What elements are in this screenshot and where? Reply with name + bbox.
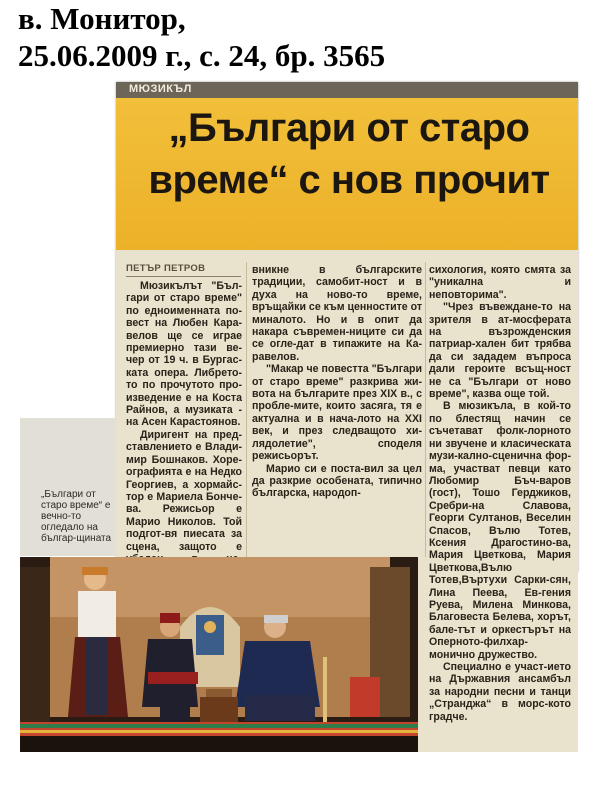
section-rubric bbox=[116, 82, 578, 98]
paragraph: Диригент на пред-ставлението е Влади-мир Бошнаков. Хоре-ографията е на Недко Георгиев, а хормайс-тор е Мариела Бонче-ва. Режисьор е Марио Николов. Той подгот-вя пиесата за сцена, защото е bbox=[126, 428, 242, 553]
headline-line1: „Българи от старо bbox=[168, 106, 530, 150]
paragraph: В мюзикъла, в кой-то по блестящ начин се съчетават фолк-лорното ни звучене и класическата музи-кално-сценична фор-ма, участват певци като Любомир Бъч-варов (гост), Тошо Герджиков, Сребри-на Славова, Георги Султанов, Веселин Спасов, Вълю Тотев, Ксения Драгостино-ва, Мария Цветкова, Мария Цветкова,Вълю Тотев,Въртухи Сарки-сян, Лина Пеева, Ев-гения Руева, Милена Минкова, Благовеста Белева, хорът, бале-тът и оркестърът на Оперното-филхар-монично дружество. bbox=[429, 400, 571, 661]
paragraph: "Чрез въвеждане-то на зрителя в ат-мосферата на възрожденския патриар-хален бит трябва да си зададем въпроса дали героите всъщ-ност не са "Българи от ново време", казва още той. bbox=[429, 301, 571, 401]
column-divider bbox=[425, 262, 426, 557]
source-citation-line1: в. Монитор, bbox=[18, 1, 186, 36]
stage-photo-illustration bbox=[20, 557, 418, 752]
stage-photo bbox=[20, 557, 418, 752]
article-column-2 bbox=[252, 264, 422, 500]
column-divider bbox=[246, 262, 247, 557]
photo-caption: „Българи от старо време“ е вечно-то огледало на българ-щината bbox=[41, 489, 112, 544]
article-column-3 bbox=[429, 264, 571, 752]
source-citation bbox=[18, 0, 588, 74]
section-rubric-label: МЮЗИКЪЛ bbox=[129, 83, 192, 95]
author-byline: ПЕТЪР ПЕТРОВ bbox=[126, 263, 206, 274]
source-citation-line2: 25.06.2009 г., с. 24, бр. 3565 bbox=[18, 38, 386, 73]
paragraph: Мюзикълът "Бъл-гари от старо време" по едноименната по-вест на Любен Кара-велов ще се играе премиерно тази ве-чер от 19 ч. в Бургас-ката опера. Либрето-то по прочутото про-изведение е на Коста Райнов, а музиката - на Асен Карастоянов. bbox=[126, 280, 242, 429]
article-headline bbox=[124, 102, 574, 206]
paragraph: Марио си е поста-вил за цел да разкрие особената, типично българска, народоп- bbox=[252, 462, 422, 500]
headline-line2: време“ с нов прочит bbox=[148, 158, 550, 202]
article-column-1 bbox=[126, 280, 242, 578]
paragraph: Специално е участ-ието на Държавния ансамбъл за народни песни и танци „Странджа“ в морс-кото градче. bbox=[429, 661, 571, 723]
byline-divider bbox=[126, 276, 241, 277]
paragraph: сихология, която смята за "уникална и неповторима". bbox=[429, 264, 571, 301]
paragraph: "Макар че повестта "Българи от старо време" разкрива жи-вота на българите през XIX в., с пробле-мите, които засяга, тя е актуална и в нача-лото на XXI век, и през следващото хи-лядолетие", споделя режисьорът. bbox=[252, 363, 422, 463]
paragraph: вникне в българските традиции, самобит-ност и в духа на ново-то време, връщайки се към ценностите от миналото. Но и в опит да накара съвремен-ниците си да се огле-дат в типажите на Ка-равелов. bbox=[252, 264, 423, 363]
